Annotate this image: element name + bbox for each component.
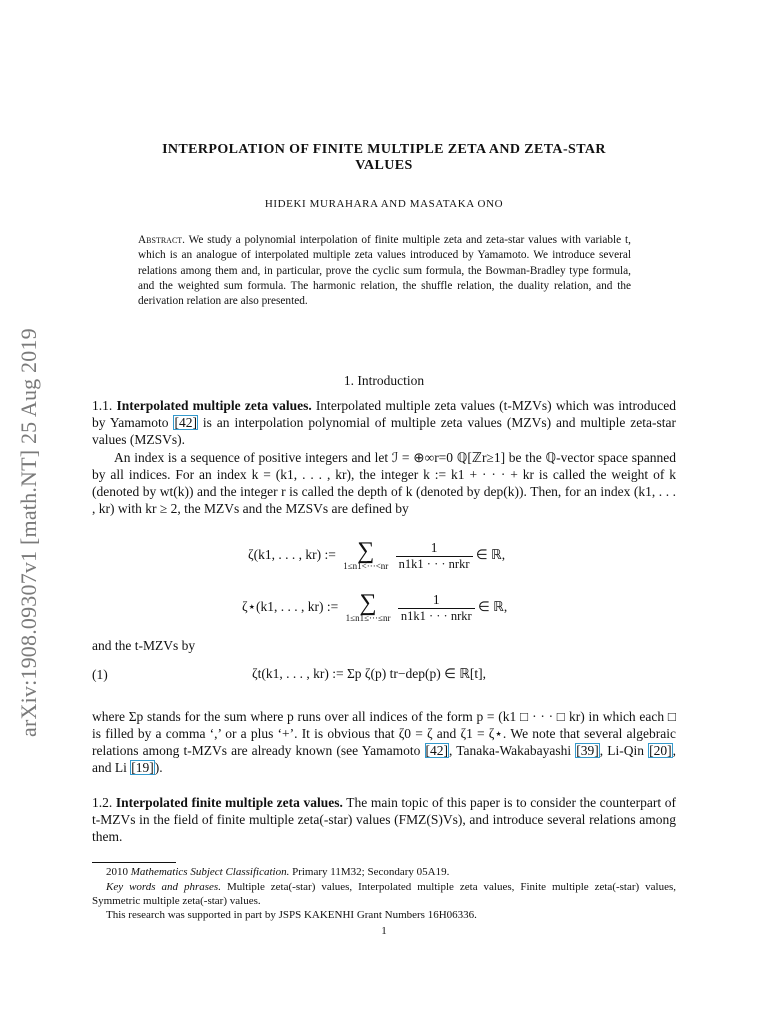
equation-1: ζt(k1, . . . , kr) := Σp ζ(p) tr−dep(p) ∈ ℝ[t], <box>252 666 487 681</box>
equation-mzv-sum-range: 1≤n1<···<nr <box>343 561 389 571</box>
subsection-1-2-number: 1.2. <box>92 795 113 810</box>
equation-mzsv-denominator: n1k1 · · · nrkr <box>400 609 472 623</box>
paragraph-index-definition: An index is a sequence of positive integers and let ℐ = ⊕∞r=0 ℚ[ℤr≥1] be the ℚ-vector space spanned by all indices. For an index k = (k1, . . . , kr), the integer k := k1 + · · · + kr is called the weight of k (denoted by wt(k)) and the integer r is called the depth of k (denoted by dep(k)). Then, for an index (k1, . . . , kr) with kr ≥ 2, the MZVs and the MZSVs are defined by <box>92 450 676 517</box>
citation-19[interactable]: [19] <box>131 760 154 776</box>
equation-mzv-lhs: ζ(k1, . . . , kr) := <box>248 547 336 563</box>
equation-mzsv-lhs: ζ⋆(k1, . . . , kr) := <box>242 599 339 615</box>
subsection-1-1 <box>92 397 676 448</box>
title-line-2: VALUES <box>355 158 413 173</box>
paragraph-where-text-c: , Li-Qin <box>599 743 645 759</box>
footnote-msc <box>92 865 676 879</box>
footnote-rule <box>92 862 176 863</box>
equation-mzv-numerator: 1 <box>396 540 473 557</box>
equation-1-label: (1) <box>92 667 108 682</box>
citation-42[interactable]: [42] <box>174 415 197 431</box>
footnote-msc-text: Primary 11M32; Secondary 05A19. <box>292 866 450 878</box>
paragraph-where-text-e: ). <box>154 760 163 776</box>
citation-39[interactable]: [39] <box>576 743 599 759</box>
paragraph-where <box>92 708 676 776</box>
footnote-msc-italic: Mathematics Subject Classification. <box>130 866 290 878</box>
equation-mzsv <box>242 592 507 624</box>
footnote-support: This research was supported in part by JSPS KAKENHI Grant Numbers 16H06336. <box>106 909 477 921</box>
subsection-1-2 <box>92 794 676 845</box>
title-line-1: INTERPOLATION OF FINITE MULTIPLE ZETA AND ZETA-STAR <box>162 142 606 157</box>
footnote-keywords-text: Multiple zeta(-star) values, Interpolated multiple zeta values, Finite multiple zeta(-star) values, Symmetric multiple zeta(-star) values. <box>92 881 677 907</box>
equation-mzsv-rhs: ∈ ℝ, <box>478 599 508 615</box>
subsection-1-2-heading: Interpolated finite multiple zeta values. <box>115 795 343 810</box>
footnote-keywords-italic: Key words and phrases. <box>106 881 221 893</box>
authors: HIDEKI MURAHARA AND MASATAKA ONO <box>264 198 504 210</box>
equation-mzv-rhs: ∈ ℝ, <box>475 547 506 563</box>
abstract-label: Abstract. <box>138 234 185 246</box>
paper-title <box>92 142 676 174</box>
equation-mzv-fraction <box>396 540 473 572</box>
footnote-keywords <box>92 880 676 908</box>
citation-42-second[interactable]: [42] <box>425 743 448 759</box>
paragraph-where-text-d: , and Li <box>92 743 677 776</box>
equation-mzsv-sum-range: 1≤n1≤···≤nr <box>345 613 391 623</box>
equation-mzsv-fraction <box>398 592 475 624</box>
subsection-1-1-text-a: Interpolated multiple zeta values (t-MZVs) which was introduced by Yamamoto <box>92 398 677 431</box>
abstract <box>138 233 631 309</box>
paragraph-where-text-a: where Σp stands for the sum where p runs over all indices of the form p = (k1 □ · · · □ kr) in which each □ is filled by a comma ‘,’ or a plus ‘+’. It is obvious that ζ0 = ζ and ζ1 = ζ⋆. We note that several algebraic relations among t-MZVs are already known (see Yamamoto <box>92 709 676 759</box>
paragraph-where-text-b: , Tanaka-Wakabayashi <box>449 743 572 759</box>
equation-mzv <box>248 540 505 572</box>
equation-mzsv-numerator: 1 <box>398 592 475 609</box>
equation-mzv-denominator: n1k1 · · · nrkr <box>398 557 470 571</box>
abstract-text: We study a polynomial interpolation of finite multiple zeta and zeta-star values with variable t, which is an analogue of interpolated multiple zeta values introduced by Yamamoto. We introduce several relations among them and, in particular, prove the cyclic sum formula, the Bowman-Bradley type formula, and the weighted sum formula. The harmonic relation, the shuffle relation, the duality relation, and the derivation relation are also presented. <box>138 234 631 308</box>
subsection-1-2-text: The main topic of this paper is to consider the counterpart of t-MZVs in the field of finite multiple zeta(-star) values (FMZ(S)Vs), and introduce several relations among them. <box>92 795 676 845</box>
subsection-1-1-text-b: is an interpolation polynomial of multiple zeta values (MZVs) and multiple zeta-star values (MZSVs). <box>92 415 677 448</box>
arxiv-identifier-stamp: arXiv:1908.09307v1 [math.NT] 25 Aug 2019 <box>16 328 41 738</box>
section-1-title: 1. Introduction <box>343 373 425 388</box>
citation-20[interactable]: [20] <box>649 743 672 759</box>
footnote-msc-label: 2010 <box>106 866 128 878</box>
page-number: 1 <box>381 925 387 937</box>
equation-mzsv-sum: ∑ 1≤n1≤···≤nr <box>345 590 391 623</box>
subsection-1-1-number: 1.1. <box>92 398 113 413</box>
and-tmzv-text: and the t-MZVs by <box>92 638 196 653</box>
subsection-1-1-heading: Interpolated multiple zeta values. <box>116 398 312 413</box>
equation-mzv-sum: ∑ 1≤n1<···<nr <box>343 538 389 571</box>
